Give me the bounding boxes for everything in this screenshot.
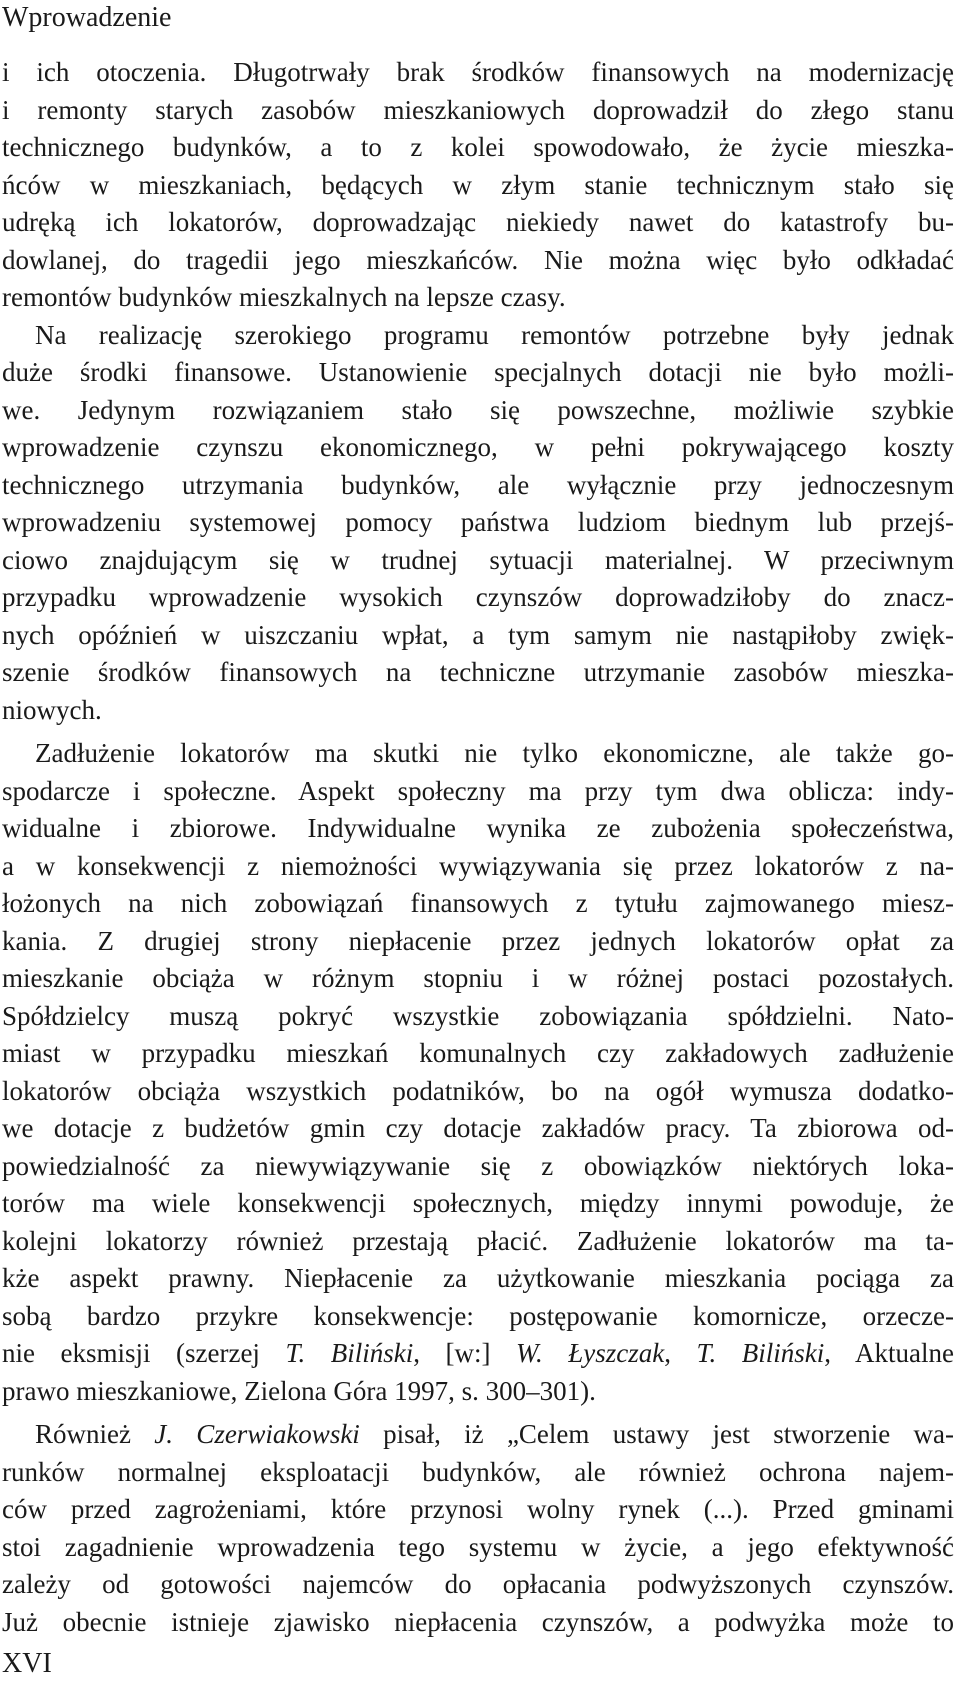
text-line: duże środki finansowe. Ustanowienie specjalnych dotacji nie było możli- (2, 357, 954, 387)
text-line: we dotacje z budżetów gmin czy dotacje zakładów pracy. Ta zbiorowa od- (2, 1113, 954, 1143)
text-line: kania. Z drugiej strony niepłacenie przez jednych lokatorów opłat za (2, 925, 954, 956)
page-number: XVI (2, 1648, 52, 1679)
text-line: miast w przypadku mieszkań komunalnych czy zakładowych zadłużenie (2, 1038, 954, 1068)
text-line: mieszkanie obciąża w różnym stopniu i w różnej postaci pozostałych. (2, 963, 954, 993)
text-line: we. Jedynym rozwiązaniem stało się powszechne, możliwie szybkie (2, 394, 954, 425)
text-line: stoi zagadnienie wprowadzenia tego systemu w życie, a jego efektywność (2, 1531, 954, 1562)
text-line: technicznego budynków, a to z kolei spowodowało, że życie mieszka- (2, 132, 954, 162)
text-run: , Aktualne (824, 1338, 954, 1368)
italic-author-name: T. Biliński (696, 1338, 825, 1368)
running-head: Wprowadzenie (2, 2, 172, 33)
text-line: dowlanej, do tragedii jego mieszkańców. Nie można więc było odkładać (2, 244, 954, 275)
text-line: Zadłużenie lokatorów ma skutki nie tylko ekonomiczne, ale także go- (35, 738, 954, 768)
italic-author-name: J. Czerwiakowski (154, 1419, 360, 1449)
text-line: przypadku wprowadzenie wysokich czynszów doprowadziłoby do znacz- (2, 582, 954, 612)
text-line: prawo mieszkaniowe, Zielona Góra 1997, s. 300–301). (2, 1375, 596, 1406)
text-run: Również (35, 1419, 155, 1449)
text-line: Spółdzielcy muszą pokryć wszystkie zobowiązania spółdzielni. Nato- (2, 1000, 954, 1031)
text-line: kolejni lokatorzy również przestają płacić. Zadłużenie lokatorów ma ta- (2, 1225, 954, 1256)
text-line: Na realizację szerokiego programu remontów potrzebne były jednak (35, 319, 954, 350)
text-line: wprowadzeniu systemowej pomocy państwa ludziom biednym lub przejś- (2, 507, 954, 537)
text-line (2, 1335, 954, 1373)
text-line: ców przed zagrożeniami, które przynosi wolny rynek (...). Przed gminami (2, 1494, 954, 1524)
text-line: i ich otoczenia. Długotrwały brak środków finansowych na modernizację (2, 57, 954, 87)
italic-author-name: T. Biliński (285, 1338, 414, 1368)
text-line: i remonty starych zasobów mieszkaniowych doprowadził do złego stanu (2, 94, 954, 125)
text-run: nie eksmisji (szerzej (2, 1338, 286, 1368)
text-line: łożonych na nich zobowiązań finansowych z tytułu zajmowanego miesz- (2, 888, 954, 918)
text-line: szenie środków finansowych na techniczne utrzymanie zasobów mieszka- (2, 657, 954, 687)
text-line: technicznego utrzymania budynków, ale wyłącznie przy jednoczesnym (2, 469, 954, 500)
text-line: zależy od gotowości najemców do opłacania podwyższonych czynszów. (2, 1569, 954, 1599)
text-line: a w konsekwencji z niemożności wywiązywania się przez lokatorów z na- (2, 850, 954, 881)
text-line: Już obecnie istnieje zjawisko niepłacenia czynszów, a podwyżka może to (2, 1606, 954, 1637)
text-line: remontów budynków mieszkalnych na lepsze czasy. (2, 282, 566, 312)
text-line: sobą bardzo przykre konsekwencje: postępowanie komornicze, orzecze- (2, 1300, 954, 1331)
text-run: pisał, iż „Celem ustawy jest stworzenie wa- (359, 1419, 954, 1449)
body-text (2, 54, 954, 1641)
text-line: ńców w mieszkaniach, będących w złym stanie technicznym stało się (2, 169, 954, 200)
text-line: runków normalnej eksploatacji budynków, ale również ochrona najem- (2, 1456, 954, 1487)
text-line: niowych. (2, 694, 102, 725)
text-line: spodarcze i społeczne. Aspekt społeczny ma przy tym dwa oblicza: indy- (2, 775, 954, 806)
text-line (2, 1416, 954, 1454)
text-line: powiedzialność za niewywiązywanie się z obowiązków niektórych loka- (2, 1150, 954, 1181)
italic-author-name: W. Łyszczak (515, 1338, 665, 1368)
text-line: torów ma wiele konsekwencji społecznych, między innymi powoduje, że (2, 1188, 954, 1218)
text-line: ciowo znajdującym się w trudnej sytuacji materialnej. W przeciwnym (2, 544, 954, 575)
text-line: widualne i zbiorowe. Indywidualne wynika ze zubożenia społeczeństwa, (2, 813, 954, 843)
text-run: , (664, 1338, 697, 1368)
text-line: kże aspekt prawny. Niepłacenie za użytkowanie mieszkania pociąga za (2, 1263, 954, 1293)
text-run: , [w:] (413, 1338, 516, 1368)
text-line: lokatorów obciąża wszystkich podatników, bo na ogół wymusza dodatko- (2, 1075, 954, 1106)
text-line: udręką ich lokatorów, doprowadzając niekiedy nawet do katastrofy bu- (2, 207, 954, 237)
text-line: nych opóźnień w uiszczaniu wpłat, a tym samym nie nastąpiłoby zwięk- (2, 619, 954, 650)
text-line: wprowadzenie czynszu ekonomicznego, w pełni pokrywającego koszty (2, 432, 954, 462)
